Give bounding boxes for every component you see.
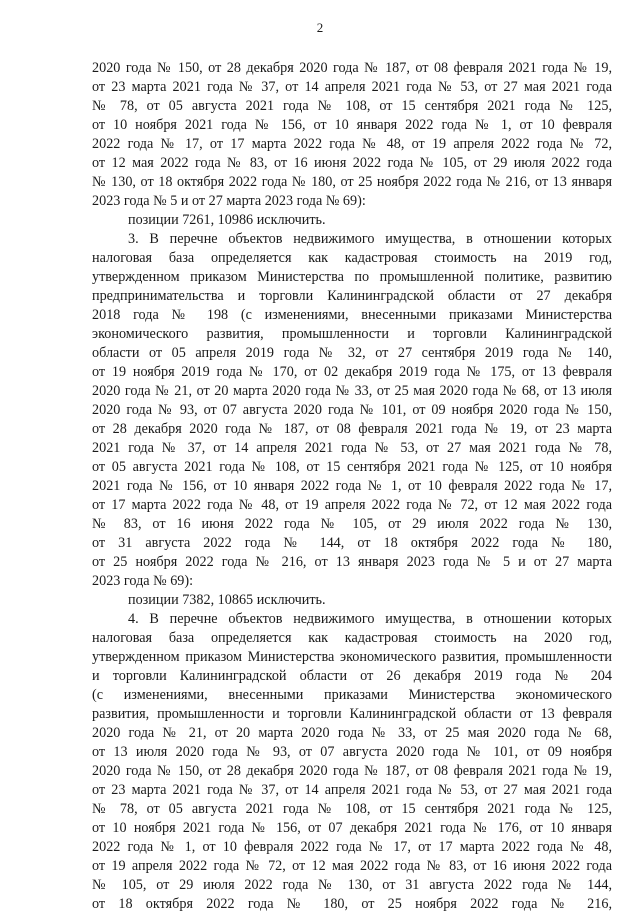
text-line: 2023 года № 69): (92, 573, 194, 589)
paragraph-item-3 (92, 230, 612, 591)
text-line: 3. В перечне объектов недвижимого имущества, в отношении которых (128, 231, 612, 247)
text-line: 2020 года № 21, от 20 марта 2020 года № 33, от 25 мая 2020 года № 68, от 13 июля (92, 383, 612, 399)
text-line: от 19 ноября 2019 года № 170, от 02 декабря 2019 года № 175, от 13 февраля (92, 364, 612, 380)
text-line: от 19 апреля 2022 года № 72, от 12 мая 2022 года № 83, от 16 июня 2022 года (92, 858, 612, 874)
text-line: от 13 июля 2020 года № 93, от 07 августа 2020 года № 101, от 09 ноября (92, 744, 612, 760)
text-line: 4. В перечне объектов недвижимого имущества, в отношении которых (128, 611, 612, 627)
text-line: № 83, от 16 июня 2022 года № 105, от 29 июля 2022 года № 130, (92, 516, 612, 532)
text-line: области от 05 апреля 2019 года № 32, от 27 сентября 2019 года № 140, (92, 345, 612, 361)
text-line: утвержденном приказом Министерства экономического развития, промышленности (92, 649, 612, 665)
text-line: № 105, от 29 июля 2022 года № 130, от 31 августа 2022 года № 144, (92, 877, 612, 893)
text-line: от 25 ноября 2022 года № 216, от 13 января 2023 года № 5 и от 27 марта (92, 554, 612, 570)
text-line: от 18 октября 2022 года № 180, от 25 ноября 2022 года № 216, (92, 896, 612, 912)
text-line: от 23 марта 2021 года № 37, от 14 апреля 2021 года № 53, от 27 мая 2021 года (92, 782, 612, 798)
page-number: 2 (316, 20, 324, 35)
text-line: 2018 года № 198 (с изменениями, внесенными приказами Министерства (92, 307, 612, 323)
text-line: № 78, от 05 августа 2021 года № 108, от 15 сентября 2021 года № 125, (92, 801, 612, 817)
text-line: 2023 года № 5 и от 27 марта 2023 года № 69): (92, 193, 366, 209)
text-line: утвержденном приказом Министерства по промышленной политике, развитию (92, 269, 612, 285)
text-line: от 10 ноября 2021 года № 156, от 07 декабря 2021 года № 176, от 10 января (92, 820, 612, 836)
text-line: (с изменениями, внесенными приказами Министерства экономического (92, 687, 612, 703)
paragraph-exclusion-2 (92, 591, 612, 610)
text-line: позиции 7261, 10986 исключить. (128, 212, 326, 228)
text-line: № 130, от 18 октября 2022 года № 180, от 25 ноября 2022 года № 216, от 13 января (92, 174, 612, 190)
text-line: и торговли Калининградской области от 26 декабря 2019 года № 204 (92, 668, 612, 684)
text-line: 2020 года № 150, от 28 декабря 2020 года № 187, от 08 февраля 2021 года № 19, (92, 763, 612, 779)
text-line: 2021 года № 37, от 14 апреля 2021 года № 53, от 27 мая 2021 года № 78, (92, 440, 612, 456)
text-line: предпринимательства и торговли Калининградской области от 27 декабря (92, 288, 612, 304)
text-line: налоговая база определяется как кадастровая стоимость на 2020 год, (92, 630, 612, 646)
text-line: 2022 года № 17, от 17 марта 2022 года № 48, от 19 апреля 2022 года № 72, (92, 136, 612, 152)
text-line: от 10 ноября 2021 года № 156, от 10 января 2022 года № 1, от 10 февраля (92, 117, 612, 133)
text-line: от 23 марта 2021 года № 37, от 14 апреля 2021 года № 53, от 27 мая 2021 года (92, 79, 612, 95)
text-line: налоговая база определяется как кадастровая стоимость на 2019 год, (92, 250, 612, 266)
text-line: 2020 года № 21, от 20 марта 2020 года № 33, от 25 мая 2020 года № 68, (92, 725, 612, 741)
paragraph-exclusion-1 (92, 211, 612, 230)
document-body (92, 59, 612, 914)
text-line: экономического развития, промышленности и торговли Калининградской (92, 326, 612, 342)
text-line: 2020 года № 150, от 28 декабря 2020 года № 187, от 08 февраля 2021 года № 19, (92, 60, 612, 76)
paragraph-continuation (92, 59, 612, 211)
text-line: 2020 года № 93, от 07 августа 2020 года № 101, от 09 ноября 2020 года № 150, (92, 402, 612, 418)
text-line: от 05 августа 2021 года № 108, от 15 сентября 2021 года № 125, от 10 ноября (92, 459, 612, 475)
paragraph-item-4 (92, 610, 612, 914)
text-line: от 12 мая 2022 года № 83, от 16 июня 2022 года № 105, от 29 июля 2022 года (92, 155, 612, 171)
text-line: позиции 7382, 10865 исключить. (128, 592, 326, 608)
text-line: от 17 марта 2022 года № 48, от 19 апреля 2022 года № 72, от 12 мая 2022 года (92, 497, 612, 513)
text-line: 2021 года № 156, от 10 января 2022 года № 1, от 10 февраля 2022 года № 17, (92, 478, 612, 494)
text-line: 2022 года № 1, от 10 февраля 2022 года № 17, от 17 марта 2022 года № 48, (92, 839, 612, 855)
text-line: от 31 августа 2022 года № 144, от 18 октября 2022 года № 180, (92, 535, 612, 551)
text-line: № 78, от 05 августа 2021 года № 108, от 15 сентября 2021 года № 125, (92, 98, 612, 114)
text-line: от 28 декабря 2020 года № 187, от 08 февраля 2021 года № 19, от 23 марта (92, 421, 612, 437)
text-line: развития, промышленности и торговли Калининградской области от 13 февраля (92, 706, 612, 722)
